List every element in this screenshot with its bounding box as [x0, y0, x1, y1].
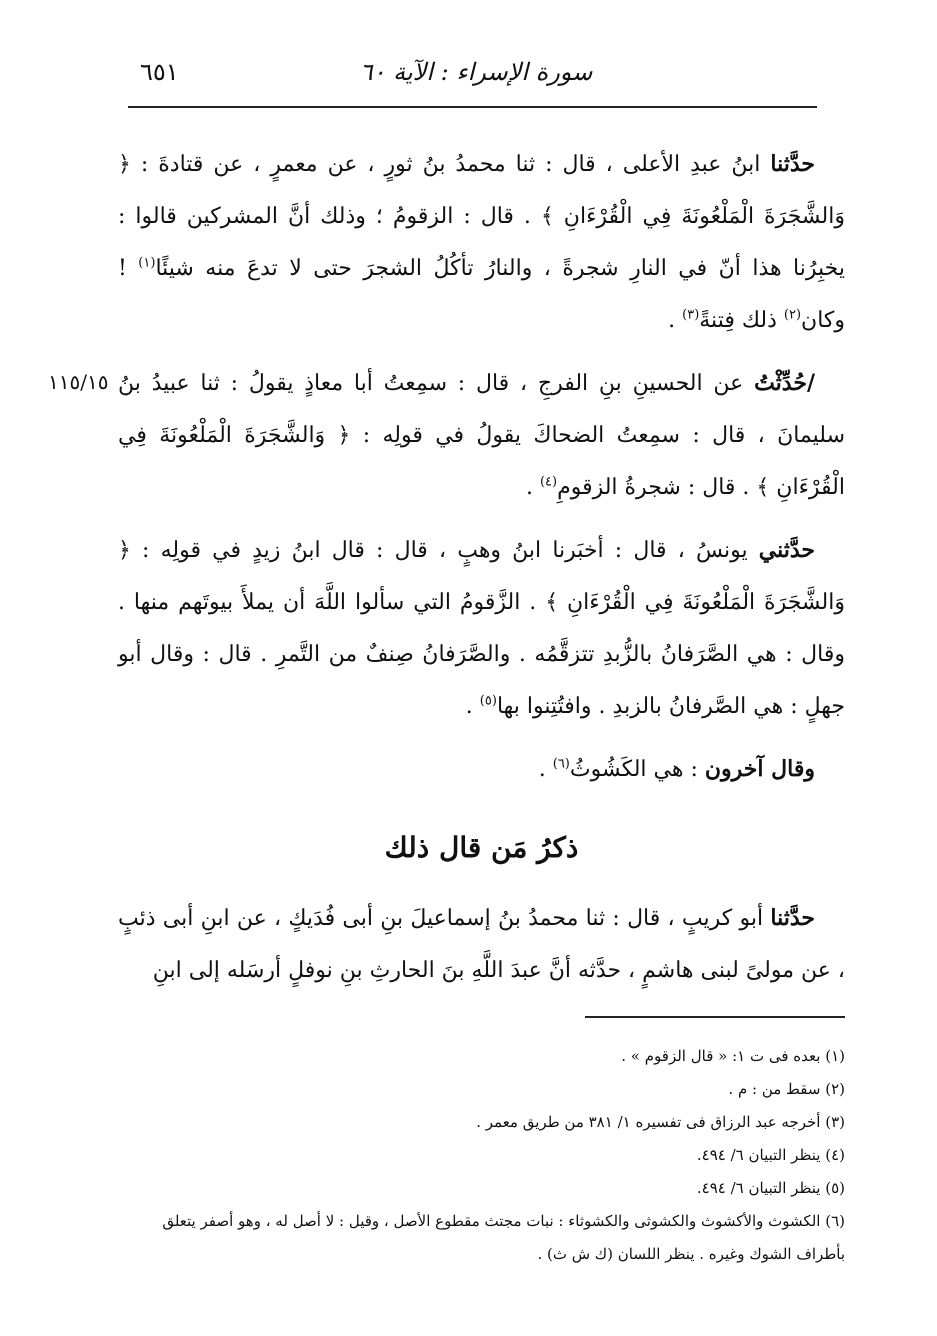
paragraph-lead: حدَّثنا: [770, 905, 815, 931]
paragraph-lead: حدَّثنا: [770, 151, 815, 177]
footnote: (٣) أخرجه عبد الرزاق فى تفسيره ١/ ٣٨١ من طريق معمر .: [476, 1113, 845, 1131]
paragraph-text: عن الحسينِ بنِ الفرجِ ، قال : سمِعتُ أبا معاذٍ يقولُ : ثنا عبيدُ بنُ سليمانَ ، قال : سمِعتُ الضحاكَ يقولُ في قولِه : ﴿ وَالشَّجَرَةَ الْمَلْعُونَةَ فِي الْقُرْءَانِ ﴾ . قال : شجرةُ الزقومِ: [118, 371, 845, 500]
footnote-marker: (٢): [783, 307, 802, 323]
paragraph-lead: وقال آخرون: [704, 756, 815, 782]
margin-reference: ١١٥/١٥: [48, 370, 109, 394]
paragraph-text: .: [668, 308, 683, 333]
paragraph-text: ! وكان: [118, 256, 845, 333]
paragraph-text: أبو كريبٍ ، قال : ثنا محمدُ بنُ إسماعيلَ بنِ أبى فُدَيكٍ ، عن ابنِ أبى ذئبٍ ، عن مولىً لبنى هاشمٍ ، حدَّثه أنَّ عبدَ اللَّهِ بنَ الحارثِ بنِ نوفلٍ أرسَله إلى ابنِ: [118, 906, 845, 983]
header-divider: [128, 106, 817, 108]
paragraph-3: [118, 524, 845, 733]
footnote-marker: (٤): [539, 474, 558, 490]
paragraph-1: [118, 138, 845, 347]
footnote-marker: (٥): [479, 693, 497, 709]
paragraph-text: : هي الكَشُوثُ: [569, 757, 705, 782]
paragraph-2: [118, 357, 845, 514]
footnote: (٥) ينظر التبيان ٦/ ٤٩٤.: [696, 1179, 845, 1197]
footnote-marker: (١): [138, 255, 156, 271]
paragraph-text: ابنُ عبدِ الأعلى ، قال : ثنا محمدُ بنُ ثورٍ ، عن معمرٍ ، عن قتادةَ : ﴿ وَالشَّجَرَةَ الْمَلْعُونَةَ فِي الْقُرْءَانِ ﴾ . قال : الزقومُ ؛ وذلك أنَّ المشركين قالوا : يخبِرُنا هذا أنّ في النارِ شجرةً ، والنارُ تأكُلُ الشجرَ حتى لا تدعَ منه شيئًا: [118, 152, 845, 281]
page-number: ٦٥١: [140, 58, 179, 86]
paragraph-4: [118, 743, 845, 796]
footnote-divider: [585, 1016, 845, 1018]
footnote: (١) بعده فى ت ١: « قال الزقوم » .: [621, 1047, 845, 1065]
paragraph-5: [118, 892, 845, 997]
footnote: (٢) سقط من : م .: [728, 1080, 845, 1098]
main-text: [118, 138, 845, 1007]
footnote-marker: (٣): [682, 307, 700, 323]
section-heading: ذكرُ مَن قال ذلك: [384, 831, 579, 864]
paragraph-text: يونسُ ، قال : أخبَرنا ابنُ وهبٍ ، قال : قال ابنُ زيدٍ في قولِه : ﴿ وَالشَّجَرَةَ الْمَلْعُونَةَ فِي الْقُرْءَانِ ﴾ . الزَّقومُ التي سألوا اللَّهَ أن يملأَ بيوتَهم منها . وقال : هي الصَّرَفانُ بالزُّبدِ تتزقَّمُه . والصَّرَفانُ صِنفٌ من التَّمرِ . قال : وقال أبو جهلٍ : هي الصَّرفانُ بالزبدِ . وافتُتِنوا بها: [118, 538, 845, 719]
page-header: [140, 58, 812, 98]
paragraph-lead: حدَّثني: [758, 537, 815, 563]
footnote: (٦) الكشوث والأكشوث والكشوثى والكشوثاء : نبات مجتث مقطوع الأصل ، وقيل : لا أصل له ، وهو أصفر يتعلق بأطراف الشوك وغيره . ينظر اللسان (ك ش ث) .: [162, 1212, 845, 1263]
footnote-marker: (٦): [552, 756, 570, 772]
paragraph-text: .: [525, 475, 540, 500]
footnote: (٤) ينظر التبيان ٦/ ٤٩٤.: [696, 1146, 845, 1164]
paragraph-text: .: [465, 694, 480, 719]
paragraph-lead: /حُدِّثْتُ: [754, 370, 815, 396]
footnotes: [118, 1040, 845, 1271]
paragraph-text: ذلك فِتنةً: [699, 308, 784, 333]
running-title: سورة الإسراء : الآية ٦٠: [359, 58, 593, 86]
paragraph-text: .: [538, 757, 553, 782]
